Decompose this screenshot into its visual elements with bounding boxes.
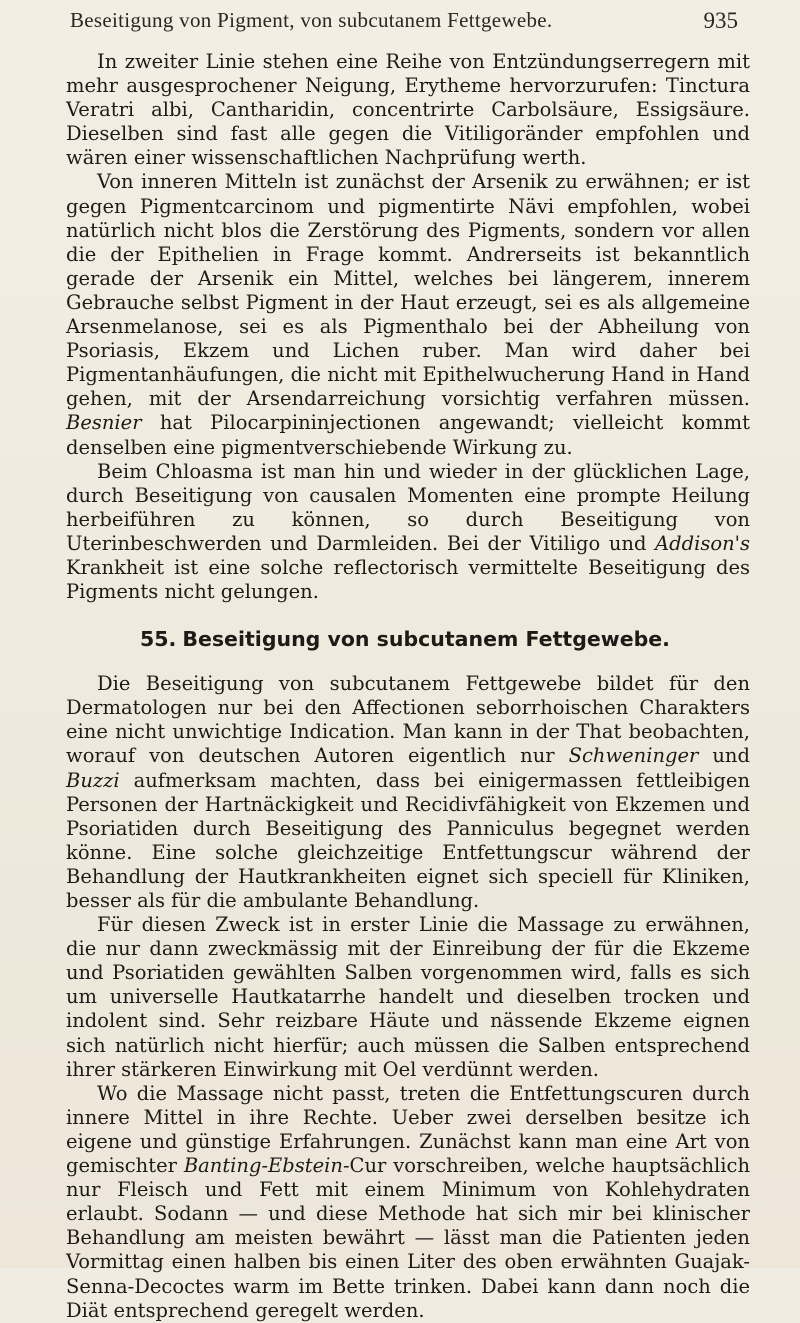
author-schweninger: Schweninger — [568, 744, 699, 768]
paragraph-1: In zweiter Linie stehen eine Reihe von Entzündungserregern mit mehr ausgesprochener Neigung, Erytheme hervorzurufen: Tinctura Veratri albi, Cantharidin, concentrirte Carbolsäure, Essigsäure. Dieselben sind fast alle gegen die Vitiligoränder empfohlen und wären einer wissenschaftlichen Nachprüfung werth. — [66, 50, 750, 170]
paragraph-3-text-b: Krankheit ist eine solche reflectorisch vermittelte Beseitigung des Pigments nicht gelungen. — [66, 555, 750, 604]
paragraph-2 — [66, 170, 750, 459]
author-buzzi: Buzzi — [66, 768, 120, 792]
running-title: Beseitigung von Pigment, von subcutanem Fettgewebe. — [70, 8, 553, 32]
paragraph-6-text-a: Wo die Massage nicht passt, treten die Entfettungscuren durch innere Mittel in ihre Rechte. Ueber zwei derselben besitze ich eigene und günstige Erfahrungen. Zunächst kann man eine Art von gemischter — [66, 1081, 750, 1178]
section-title: Beseitigung von subcutanem Fettgewebe. — [182, 627, 670, 652]
section-heading — [66, 626, 750, 652]
paragraph-2-text-a: Von inneren Mitteln ist zunächst der Arsenik zu erwähnen; er ist gegen Pigmentcarcinom und pigmentirte Nävi empfohlen, wobei natürlich nicht blos die Zerstörung des Pigments, sondern vor allen die der Epithelien in Frage kommt. Andrerseits ist bekanntlich gerade der Arsenik ein Mittel, welches bei längerem, innerem Gebrauche selbst Pigment in der Haut erzeugt, sei es als allgemeine Arsenmelanose, sei es als Pigmenthalo bei der Abheilung von Psoriasis, Ekzem und Lichen ruber. Man wird daher bei Pigmentanhäufungen, die nicht mit Epithelwucherung Hand in Hand gehen, mit der Arsendarreichung vorsichtig verfahren müssen. — [66, 170, 750, 411]
running-head — [0, 8, 800, 48]
paragraph-5: Für diesen Zweck ist in erster Linie die Massage zu erwähnen, die nur dann zweckmässig mit der Einreibung der für die Ekzeme und Psoriatiden gewählten Salben vorgenommen wird, falls es sich um universelle Hautkatarrhe handelt und dieselben trocken und indolent sind. Sehr reizbare Häute und nässende Ekzeme eignen sich natürlich nicht hierfür; auch müssen die Salben entsprechend ihrer stärkeren Einwirkung mit Oel verdünnt werden. — [66, 913, 750, 1081]
paragraph-3-text-a: Beim Chloasma ist man hin und wieder in der glücklichen Lage, durch Beseitigung von causalen Momenten eine prompte Heilung herbeiführen zu können, so durch Beseitigung von Uterinbeschwerden und Darmleiden. Bei der Vitiligo und — [66, 459, 750, 555]
paragraph-4-text-b: aufmerksam machten, dass bei einigermassen fettleibigen Personen der Hartnäckigkeit und Recidivfähigkeit von Ekzemen und Psoriatiden durch Beseitigung des Panniculus begegnet werden könne. Eine solche gleichzeitige Entfettungscur während der Behandlung der Hautkrankheiten eignet sich speciell für Kliniken, besser als für die ambulante Behandlung. — [66, 768, 750, 912]
paragraph-3 — [66, 460, 750, 605]
section-number: 55. — [140, 627, 177, 652]
page-body — [66, 50, 750, 1323]
author-besnier: Besnier — [66, 411, 142, 435]
author-addison: Addison's — [655, 531, 750, 555]
author-banting-ebstein: Banting-Ebstein — [183, 1154, 343, 1178]
paragraph-4-text-mid: und — [712, 744, 750, 768]
page-number: 935 — [703, 8, 738, 33]
paragraph-4-text-a: Die Beseitigung von subcutanem Fettgewebe bildet für den Dermatologen nur bei den Affectionen seborrhoischen Charakters eine nicht unwichtige Indication. Man kann in der That beobachten, worauf von deutschen Autoren eigentlich nur — [66, 672, 750, 768]
paragraph-6-text-b: -Cur vorschreiben, welche hauptsächlich nur Fleisch und Fett mit einem Minimum von Kohlehydraten erlaubt. Sodann — und diese Methode hat sich mir bei klinischer Behandlung am meisten bewährt — lässt man die Patienten jeden Vormittag einen halben bis einen Liter des oben erwähnten Guajak-Senna-Decoctes warm im Bette trinken. Dabei kann dann noch die Diät entsprechend geregelt werden. — [66, 1154, 750, 1322]
paragraph-6 — [66, 1082, 750, 1323]
paragraph-4 — [66, 672, 750, 913]
paragraph-2-text-b: hat Pilocarpininjectionen angewandt; vielleicht kommt denselben eine pigmentverschiebende Wirkung zu. — [66, 411, 750, 459]
